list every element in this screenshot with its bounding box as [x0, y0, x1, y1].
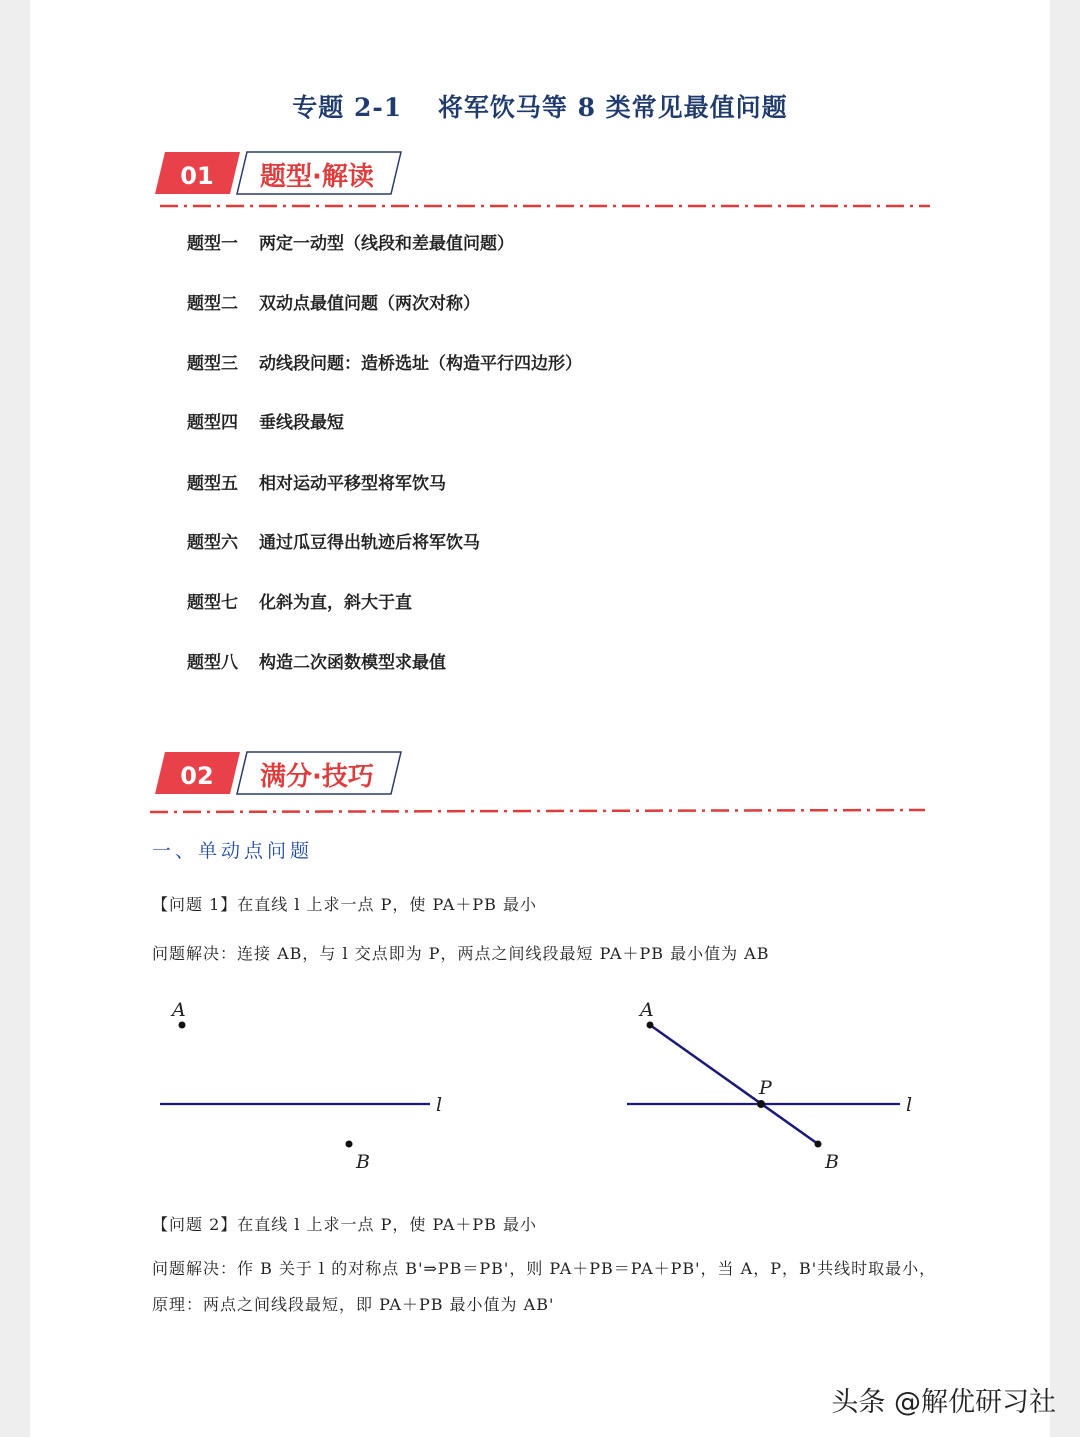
toc-item: 题型四 垂线段最短 — [187, 413, 344, 433]
section-header-01 — [155, 150, 935, 222]
solution-1: 问题解决：连接 AB，与 l 交点即为 P，两点之间线段最短 PA＋PB 最小值为 AB — [152, 944, 770, 963]
section-label: 满分·技巧 — [260, 762, 374, 792]
watermark: 头条 @解优研习社 — [831, 1387, 1056, 1418]
segment-ab — [650, 1025, 818, 1144]
point-a — [179, 1022, 186, 1029]
point-a — [647, 1022, 654, 1029]
subheading: 一、单动点问题 — [152, 840, 314, 862]
toc-item: 题型二 双动点最值问题（两次对称） — [187, 294, 480, 314]
document-page — [30, 0, 1050, 1437]
label-a: A — [172, 999, 186, 1021]
label-b: B — [825, 1151, 839, 1173]
label-p: P — [759, 1077, 772, 1099]
label-b: B — [356, 1151, 370, 1173]
problem-2: 【问题 2】在直线 l 上求一点 P，使 PA＋PB 最小 — [152, 1215, 537, 1234]
principle: 原理：两点之间线段最短，即 PA＋PB 最小值为 AB' — [152, 1295, 555, 1314]
point-b — [346, 1141, 353, 1148]
label-l: l — [436, 1094, 443, 1116]
point-p — [757, 1100, 765, 1108]
toc-item: 题型六 通过瓜豆得出轨迹后将军饮马 — [187, 533, 480, 553]
toc-item: 题型一 两定一动型（线段和差最值问题） — [187, 234, 514, 254]
toc-item: 题型三 动线段问题：造桥选址（构造平行四边形） — [187, 354, 582, 374]
solution-2: 问题解决：作 B 关于 l 的对称点 B'⇒PB＝PB'，则 PA＋PB＝PA＋PB'，当 A，P，B'共线时取最小， — [152, 1259, 937, 1278]
label-l: l — [906, 1094, 913, 1116]
toc-item: 题型七 化斜为直，斜大于直 — [187, 593, 412, 613]
point-b — [815, 1141, 822, 1148]
section-header-02 — [155, 750, 935, 822]
toc-item: 题型八 构造二次函数模型求最值 — [187, 653, 446, 673]
geometry-figure — [30, 990, 1050, 1190]
problem-1: 【问题 1】在直线 l 上求一点 P，使 PA＋PB 最小 — [152, 895, 537, 914]
section-number: 02 — [180, 762, 214, 790]
page-title: 专题 2-1 将军饮马等 8 类常见最值问题 — [292, 93, 788, 122]
section-number: 01 — [180, 162, 214, 190]
section-label: 题型·解读 — [260, 162, 374, 192]
toc-item: 题型五 相对运动平移型将军饮马 — [187, 474, 446, 494]
label-a: A — [640, 999, 654, 1021]
